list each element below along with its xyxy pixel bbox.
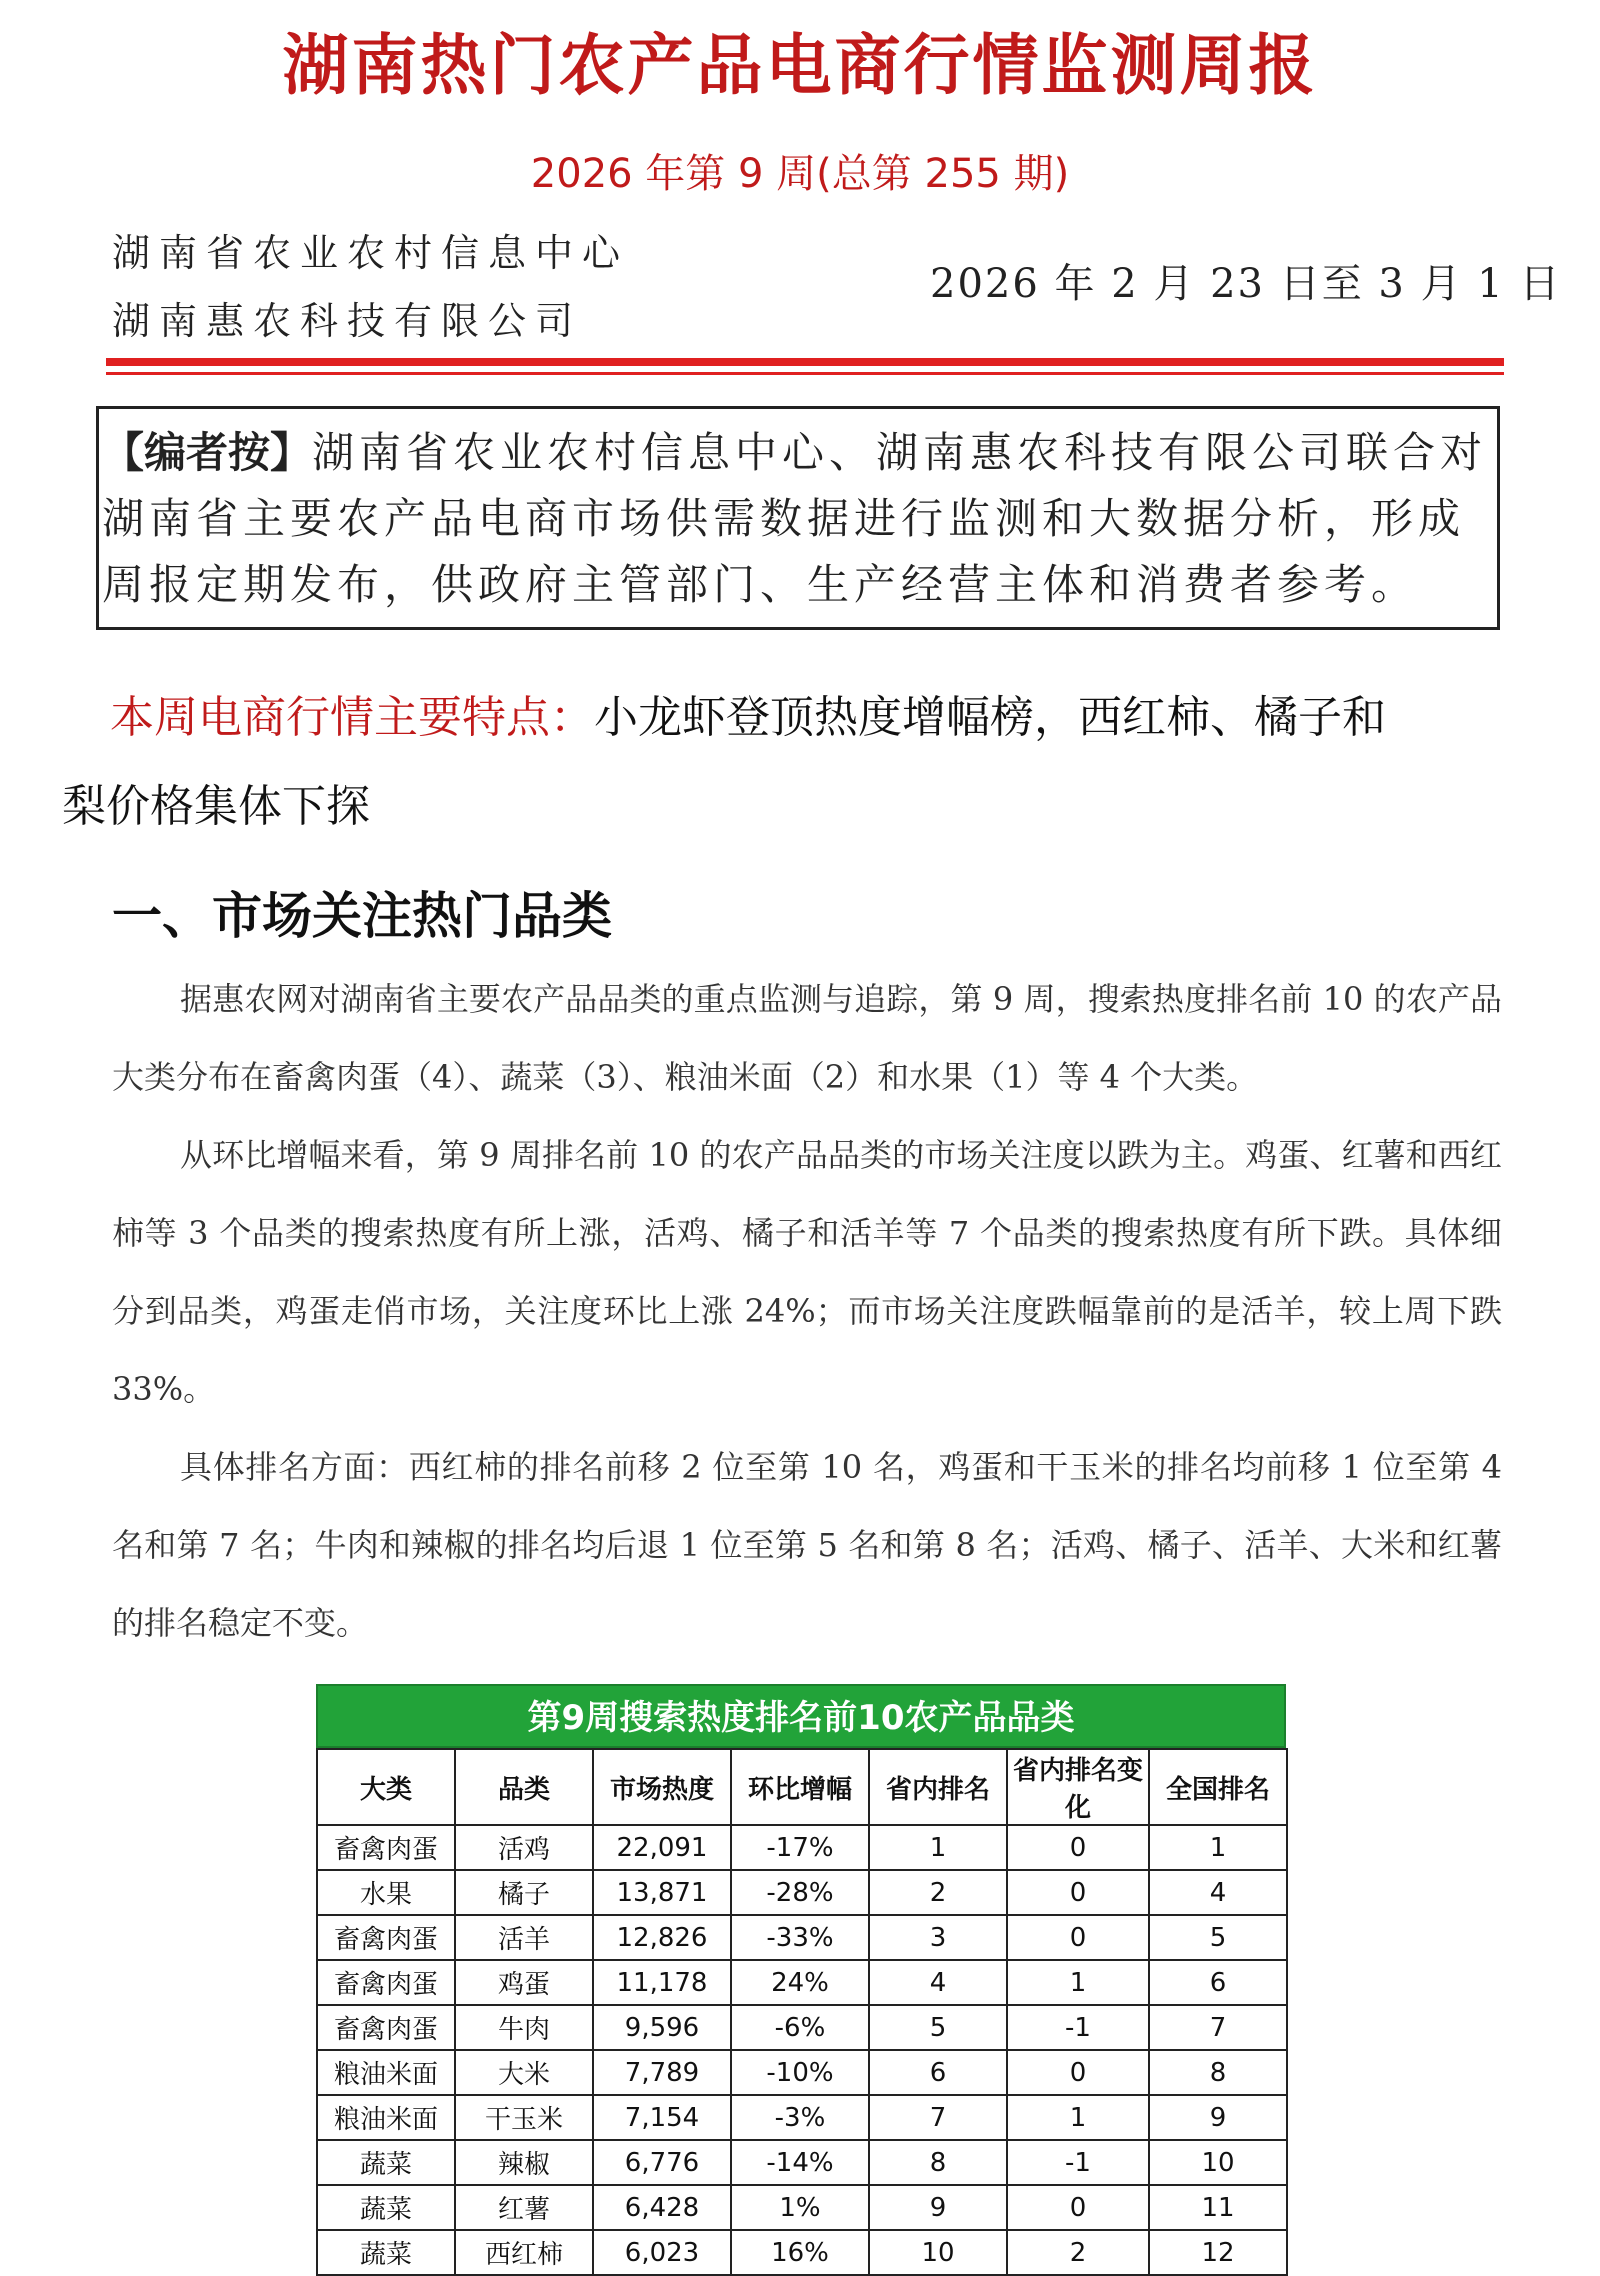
table-cell: 0 bbox=[1007, 1825, 1149, 1870]
editor-note bbox=[102, 420, 1498, 618]
table-cell: -17% bbox=[731, 1825, 869, 1870]
column-header: 品类 bbox=[455, 1749, 593, 1825]
table-cell: 0 bbox=[1007, 2185, 1149, 2230]
column-header: 环比增幅 bbox=[731, 1749, 869, 1825]
table-cell: 7,789 bbox=[593, 2050, 731, 2095]
table-cell: 24% bbox=[731, 1960, 869, 2005]
table-cell: 2 bbox=[1007, 2230, 1149, 2275]
table-cell: 9,596 bbox=[593, 2005, 731, 2050]
weekly-features bbox=[110, 668, 1560, 768]
table-row bbox=[317, 1825, 1287, 1870]
table-cell: -1 bbox=[1007, 2005, 1149, 2050]
table-cell: 12 bbox=[1149, 2230, 1287, 2275]
table-cell: -28% bbox=[731, 1870, 869, 1915]
editor-note-label: 【编者按】 bbox=[102, 428, 313, 477]
table-row bbox=[317, 2095, 1287, 2140]
weekly-features-text-1: 小龙虾登顶热度增幅榜，西红柿、橘子和 bbox=[594, 692, 1386, 743]
table-cell: 畜禽肉蛋 bbox=[317, 2005, 455, 2050]
table-cell: 西红柿 bbox=[455, 2230, 593, 2275]
table-cell: 12,826 bbox=[593, 1915, 731, 1960]
table-cell: 7 bbox=[869, 2095, 1007, 2140]
table-cell: -10% bbox=[731, 2050, 869, 2095]
table-cell: 3 bbox=[869, 1915, 1007, 1960]
ranking-table-grid bbox=[316, 1748, 1288, 2276]
table-cell: 5 bbox=[1149, 1915, 1287, 1960]
table-cell: 1 bbox=[1007, 1960, 1149, 2005]
header-divider-thick bbox=[106, 358, 1504, 366]
table-row bbox=[317, 1960, 1287, 2005]
column-header: 省内排名 bbox=[869, 1749, 1007, 1825]
table-cell: 0 bbox=[1007, 1870, 1149, 1915]
table-row bbox=[317, 1915, 1287, 1960]
table-cell: 9 bbox=[1149, 2095, 1287, 2140]
table-cell: 蔬菜 bbox=[317, 2185, 455, 2230]
table-cell: 10 bbox=[869, 2230, 1007, 2275]
table-body bbox=[317, 1825, 1287, 2275]
table-cell: 4 bbox=[1149, 1870, 1287, 1915]
table-cell: 1 bbox=[1149, 1825, 1287, 1870]
table-cell: 22,091 bbox=[593, 1825, 731, 1870]
table-cell: 2 bbox=[869, 1870, 1007, 1915]
paragraph-1: 据惠农网对湖南省主要农产品品类的重点监测与追踪，第 9 周，搜索热度排名前 10 的农产品大类分布在畜禽肉蛋（4）、蔬菜（3）、粮油米面（2）和水果（1）等 4 个大类。 bbox=[112, 980, 1502, 1096]
table-cell: 4 bbox=[869, 1960, 1007, 2005]
table-cell: -3% bbox=[731, 2095, 869, 2140]
table-cell: 粮油米面 bbox=[317, 2050, 455, 2095]
table-cell: 大米 bbox=[455, 2050, 593, 2095]
table-cell: 干玉米 bbox=[455, 2095, 593, 2140]
publisher-2: 湖南惠农科技有限公司 bbox=[112, 299, 583, 343]
table-cell: 1% bbox=[731, 2185, 869, 2230]
table-row bbox=[317, 1870, 1287, 1915]
table-cell: 粮油米面 bbox=[317, 2095, 455, 2140]
table-cell: 1 bbox=[1007, 2095, 1149, 2140]
table-cell: 6,428 bbox=[593, 2185, 731, 2230]
table-cell: 0 bbox=[1007, 2050, 1149, 2095]
table-cell: -6% bbox=[731, 2005, 869, 2050]
editor-note-text: 湖南省农业农村信息中心、湖南惠农科技有限公司联合对湖南省主要农产品电商市场供需数据进行监测和大数据分析，形成周报定期发布，供政府主管部门、生产经营主体和消费者参考。 bbox=[102, 428, 1488, 609]
table-cell: 9 bbox=[869, 2185, 1007, 2230]
table-cell: 0 bbox=[1007, 1915, 1149, 1960]
table-cell: 11 bbox=[1149, 2185, 1287, 2230]
column-header: 大类 bbox=[317, 1749, 455, 1825]
table-row bbox=[317, 2140, 1287, 2185]
table-row bbox=[317, 2185, 1287, 2230]
table-cell: 鸡蛋 bbox=[455, 1960, 593, 2005]
table-cell: 畜禽肉蛋 bbox=[317, 1915, 455, 1960]
table-cell: 5 bbox=[869, 2005, 1007, 2050]
table-cell: 7 bbox=[1149, 2005, 1287, 2050]
table-header-row bbox=[317, 1749, 1287, 1825]
table-cell: -1 bbox=[1007, 2140, 1149, 2185]
section-heading: 一、市场关注热门品类 bbox=[112, 887, 612, 945]
table-cell: -14% bbox=[731, 2140, 869, 2185]
table-cell: 蔬菜 bbox=[317, 2230, 455, 2275]
table-title: 第9周搜索热度排名前10农产品品类 bbox=[316, 1684, 1286, 1748]
table-cell: 13,871 bbox=[593, 1870, 731, 1915]
table-cell: 1 bbox=[869, 1825, 1007, 1870]
table-cell: -33% bbox=[731, 1915, 869, 1960]
paragraph-3: 具体排名方面：西红柿的排名前移 2 位至第 10 名，鸡蛋和干玉米的排名均前移 1 位至第 4 名和第 7 名；牛肉和辣椒的排名均后退 1 位至第 5 名和第 8 名；活鸡、橘子、活羊、大米和红薯的排名稳定不变。 bbox=[112, 1448, 1502, 1642]
table-row bbox=[317, 2005, 1287, 2050]
weekly-features-label: 本周电商行情主要特点： bbox=[110, 692, 594, 743]
paragraph-2: 从环比增幅来看，第 9 周排名前 10 的农产品品类的市场关注度以跌为主。鸡蛋、红薯和西红柿等 3 个品类的搜索热度有所上涨，活鸡、橘子和活羊等 7 个品类的搜索热度有所下跌。具体细分到品类，鸡蛋走俏市场，关注度环比上涨 24%；而市场关注度跌幅靠前的是活羊，较上周下跌 33%。 bbox=[112, 1136, 1502, 1408]
table-cell: 6 bbox=[1149, 1960, 1287, 2005]
table-cell: 6 bbox=[869, 2050, 1007, 2095]
table-cell: 蔬菜 bbox=[317, 2140, 455, 2185]
table-cell: 8 bbox=[1149, 2050, 1287, 2095]
table-cell: 牛肉 bbox=[455, 2005, 593, 2050]
column-header: 全国排名 bbox=[1149, 1749, 1287, 1825]
report-title: 湖南热门农产品电商行情监测周报 bbox=[282, 27, 1318, 104]
weekly-features-text-2: 梨价格集体下探 bbox=[62, 781, 370, 832]
column-header: 省内排名变化 bbox=[1007, 1749, 1149, 1825]
table-cell: 10 bbox=[1149, 2140, 1287, 2185]
table-cell: 水果 bbox=[317, 1870, 455, 1915]
table-cell: 16% bbox=[731, 2230, 869, 2275]
table-cell: 畜禽肉蛋 bbox=[317, 1960, 455, 2005]
column-header: 市场热度 bbox=[593, 1749, 731, 1825]
table-cell: 6,776 bbox=[593, 2140, 731, 2185]
table-cell: 活羊 bbox=[455, 1915, 593, 1960]
table-row bbox=[317, 2230, 1287, 2275]
ranking-table bbox=[316, 1684, 1286, 2276]
table-cell: 活鸡 bbox=[455, 1825, 593, 1870]
table-cell: 11,178 bbox=[593, 1960, 731, 2005]
publisher-1: 湖南省农业农村信息中心 bbox=[112, 231, 630, 275]
date-range: 2026 年 2 月 23 日至 3 月 1 日 bbox=[930, 261, 1562, 307]
table-cell: 6,023 bbox=[593, 2230, 731, 2275]
table-cell: 橘子 bbox=[455, 1870, 593, 1915]
table-cell: 7,154 bbox=[593, 2095, 731, 2140]
table-cell: 8 bbox=[869, 2140, 1007, 2185]
table-cell: 辣椒 bbox=[455, 2140, 593, 2185]
table-cell: 畜禽肉蛋 bbox=[317, 1825, 455, 1870]
table-cell: 红薯 bbox=[455, 2185, 593, 2230]
header-divider-thin bbox=[106, 372, 1504, 375]
table-row bbox=[317, 2050, 1287, 2095]
issue-number: 2026 年第 9 周(总第 255 期) bbox=[530, 151, 1070, 197]
